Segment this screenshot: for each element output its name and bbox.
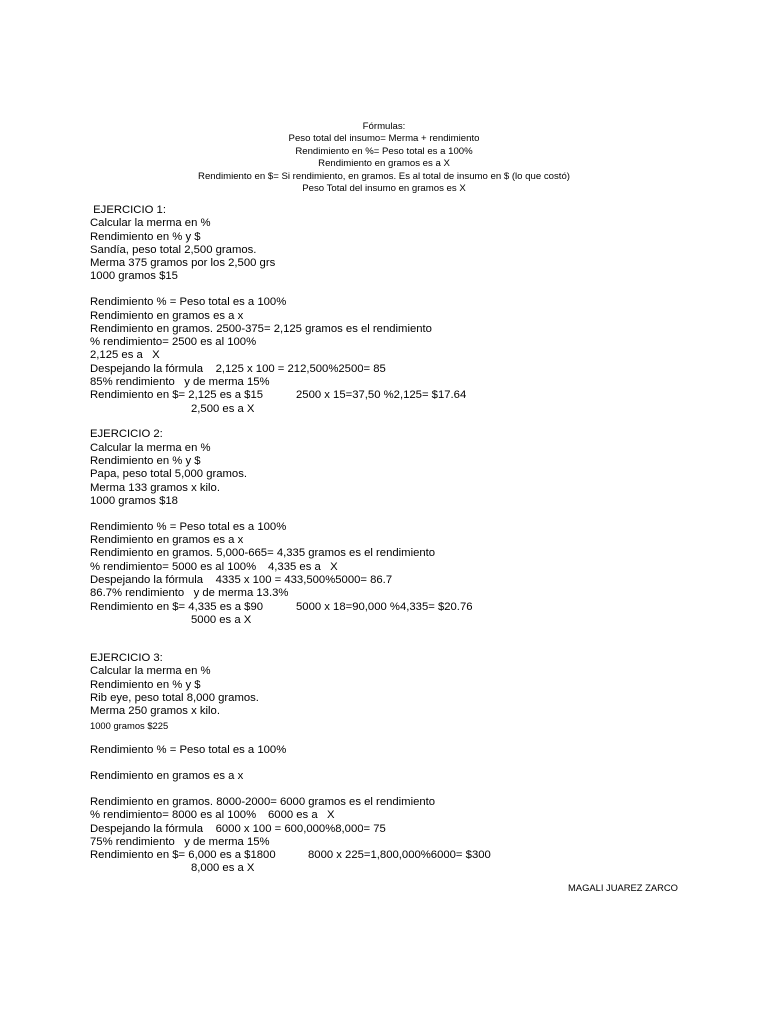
text-line: Rendimiento % = Peso total es a 100% [90, 744, 287, 757]
text-line [90, 561, 730, 574]
text-line: 2,125 es a X [90, 349, 160, 362]
text-segment: % rendimiento= 8000 es al 100% [90, 809, 257, 822]
text-line: 85% rendimiento y de merma 15% [90, 376, 270, 389]
text-line: Sandía, peso total 2,500 gramos. [90, 243, 257, 256]
text-line: 5000 es a X [191, 613, 252, 626]
text-line: Merma 375 gramos por los 2,500 grs [90, 257, 276, 270]
text-line: Despejando la fórmula 2,125 x 100 = 212,500%2500= 85 [90, 362, 386, 375]
formula-line: Rendimiento en %= Peso total es a 100% [295, 145, 473, 157]
text-line: Rendimiento en % y $ [90, 455, 201, 468]
text-segment: 6000 es a X [268, 809, 335, 822]
text-line: Merma 133 gramos x kilo. [90, 481, 220, 494]
text-line [90, 849, 730, 862]
text-line: Despejando la fórmula 4335 x 100 = 433,500%5000= 86.7 [90, 573, 393, 586]
formula-line: Rendimiento en $= Si rendimiento, en gramos. Es al total de insumo en $ (lo que costó) [198, 170, 570, 182]
formulas-block [0, 121, 768, 195]
formula-line: Peso total del insumo= Merma + rendimiento [288, 133, 480, 145]
text-line: Rendimiento en gramos es a x [90, 770, 244, 783]
text-segment: 4,335 es a X [268, 560, 338, 573]
text-line: Rendimiento en gramos. 2500-375= 2,125 gramos es el rendimiento [90, 322, 432, 335]
text-line: Calcular la merma en % [90, 665, 211, 678]
text-line: 2,500 es a X [191, 402, 255, 415]
text-line: 1000 gramos $225 [90, 719, 169, 731]
text-segment: Rendimiento en $= 2,125 es a $15 [90, 389, 264, 402]
text-segment: 8000 x 225=1,800,000%6000= $300 [308, 849, 491, 862]
exercise-title: EJERCICIO 2: [90, 428, 163, 441]
text-line: Rendimiento en gramos es a x [90, 534, 244, 547]
formulas-title: Fórmulas: [362, 121, 406, 132]
text-line: 8,000 es a X [191, 862, 255, 875]
text-segment: Rendimiento en $= 4,335 es a $90 [90, 600, 264, 613]
text-line: Papa, peso total 5,000 gramos. [90, 468, 248, 481]
text-line: Merma 250 gramos x kilo. [90, 705, 220, 718]
text-line: Calcular la merma en % [90, 217, 211, 230]
text-line [90, 809, 730, 822]
text-line [90, 601, 730, 614]
text-segment: 2500 x 15=37,50 %2,125= $17.64 [296, 389, 467, 402]
exercise-title: EJERCICIO 1: [90, 204, 166, 216]
text-line: Rendimiento % = Peso total es a 100% [90, 520, 287, 533]
text-segment: 5000 x 18=90,000 %4,335= $20.76 [296, 600, 473, 613]
text-line: Rendimiento en % y $ [90, 230, 201, 243]
text-line [90, 389, 730, 402]
formula-line: Rendimiento en gramos es a X [318, 158, 450, 170]
text-line: Rendimiento % = Peso total es a 100% [90, 296, 287, 309]
text-line: Calcular la merma en % [90, 441, 211, 454]
text-line: Rib eye, peso total 8,000 gramos. [90, 692, 259, 704]
exercise-1 [90, 204, 730, 416]
exercise-2 [90, 428, 730, 627]
text-line: Rendimiento en gramos. 5,000-665= 4,335 gramos es el rendimiento [90, 547, 436, 560]
exercise-title: EJERCICIO 3: [90, 652, 163, 665]
text-segment: Rendimiento en $= 6,000 es a $1800 [90, 849, 276, 862]
text-line: % rendimiento= 2500 es al 100% [90, 336, 257, 349]
text-line: 1000 gramos $15 [90, 270, 178, 283]
text-line: Rendimiento en gramos es a x [90, 309, 244, 322]
text-line: 75% rendimiento y de merma 15% [90, 835, 270, 848]
text-line: 1000 gramos $18 [90, 494, 178, 507]
formula-line: Peso Total del insumo en gramos es X [302, 183, 466, 195]
text-line: Despejando la fórmula 6000 x 100 = 600,000%8,000= 75 [90, 822, 386, 835]
text-line: Rendimiento en % y $ [90, 678, 201, 691]
author-name: MAGALI JUAREZ ZARCO [568, 882, 678, 893]
exercises-body [90, 204, 730, 876]
text-line: 86.7% rendimiento y de merma 13.3% [90, 587, 289, 600]
text-line: Rendimiento en gramos. 8000-2000= 6000 gramos es el rendimiento [90, 795, 436, 808]
text-segment: % rendimiento= 5000 es al 100% [90, 560, 257, 573]
exercise-3 [90, 652, 730, 876]
